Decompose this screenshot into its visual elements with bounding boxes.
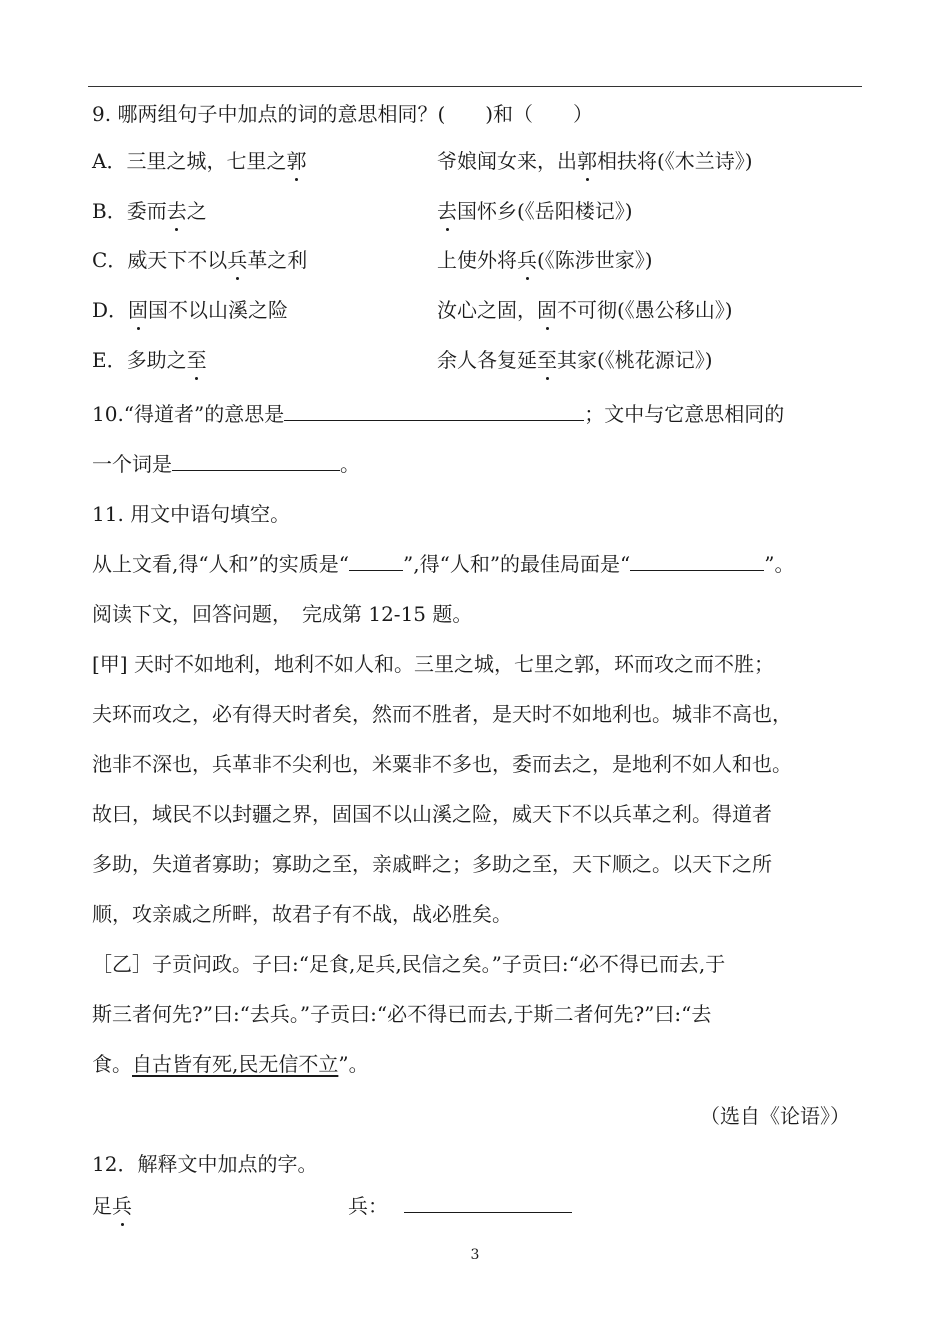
q10-blank-word[interactable]	[172, 450, 340, 471]
q10-line1: 10.“得道者”的意思是 ；文中与它意思相同的	[92, 402, 785, 426]
q9-option-left: E．多助之至	[92, 348, 207, 372]
q9-option-left: B．委而去之	[92, 199, 207, 223]
source-citation: （选自《论语》）	[700, 1104, 850, 1128]
reading-intro: 阅读下文，回答问题， 完成第 12-15 题。	[92, 602, 473, 626]
q9-option-right: 余人各复延至其家(《桃花源记》)	[437, 348, 713, 372]
passage-jia-line: [甲] 天时不如地利，地利不如人和。三里之城，七里之郭，环而攻之而不胜；	[92, 652, 774, 676]
q9-stem: 9. 哪两组句子中加点的词的意思相同？( )和（ ）	[92, 102, 594, 126]
passage-jia-line: 多助，失道者寡助；寡助之至，亲戚畔之；多助之至，天下顺之。以天下之所	[92, 852, 772, 876]
q9-option-right: 爷娘闻女来，出郭相扶将(《木兰诗》)	[437, 149, 753, 173]
q10-line2: 一个词是 。	[92, 452, 360, 476]
dotted-char: 去	[166, 199, 187, 223]
q12-answer: 兵：	[348, 1192, 572, 1220]
page-number: 3	[470, 1247, 480, 1263]
passage-jia-line: 池非不深也，兵革非不尖利也，米粟非不多也，委而去之，是地利不如人和也。	[92, 752, 792, 776]
q12-item: 足兵	[92, 1194, 132, 1218]
passage-yi-line: ［乙］子贡问政。子曰:“足食,足兵,民信之矣。”子贡曰:“必不得已而去,于	[92, 952, 726, 976]
q9-option-right: 上使外将兵(《陈涉世家》)	[437, 248, 653, 272]
passage-jia-line: 故曰，域民不以封疆之界，固国不以山溪之险，威天下不以兵革之利。得道者	[92, 802, 772, 826]
header-rule	[88, 86, 862, 87]
q9-option-right: 汝心之固，固不可彻(《愚公移山》)	[437, 298, 733, 322]
dotted-char: 固	[128, 298, 149, 322]
option-label: E．	[92, 348, 127, 372]
q11-blank-situation[interactable]	[630, 550, 764, 571]
q11-fill-line: 从上文看,得“人和”的实质是“ ”,得“人和”的最佳局面是“ ”。	[92, 552, 795, 576]
dotted-char: 兵	[227, 248, 248, 272]
q10-blank-meaning[interactable]	[284, 400, 584, 421]
q12-blank[interactable]	[404, 1192, 572, 1213]
dotted-char: 兵	[517, 248, 537, 272]
passage-yi-line: 斯三者何先?”曰:“去兵。”子贡曰:“必不得已而去,于斯二者何先?”曰:“去	[92, 1002, 712, 1026]
dotted-char: 兵	[112, 1194, 132, 1218]
dotted-char: 固	[537, 298, 557, 322]
q11-blank-essence[interactable]	[349, 550, 403, 571]
option-label: D．	[92, 298, 129, 322]
option-label: A．	[92, 149, 127, 173]
dotted-char: 至	[186, 348, 207, 372]
dotted-char: 至	[537, 348, 557, 372]
dotted-char: 去	[437, 199, 457, 223]
dotted-char: 郭	[286, 149, 307, 173]
underlined-sentence: 自古皆有死,民无信不立	[132, 1052, 339, 1076]
passage-yi-last-line: 食。自古皆有死,民无信不立”。	[92, 1052, 369, 1076]
passage-jia-line: 夫环而攻之，必有得天时者矣，然而不胜者，是天时不如地利也。城非不高也，	[92, 702, 792, 726]
option-label: C．	[92, 248, 128, 272]
q9-option-left: D．固国不以山溪之险	[92, 298, 289, 322]
passage-jia-line: 顺，攻亲戚之所畔，故君子有不战，战必胜矣。	[92, 902, 512, 926]
q12-stem: 12．解释文中加点的字。	[92, 1152, 318, 1176]
q9-option-left: C．威天下不以兵革之利	[92, 248, 308, 272]
q9-option-left: A．三里之城，七里之郭	[92, 149, 307, 173]
q11-stem: 11. 用文中语句填空。	[92, 502, 291, 526]
dotted-char: 郭	[577, 149, 597, 173]
option-label: B．	[92, 199, 127, 223]
q9-option-right: 去国怀乡(《岳阳楼记》)	[437, 199, 633, 223]
